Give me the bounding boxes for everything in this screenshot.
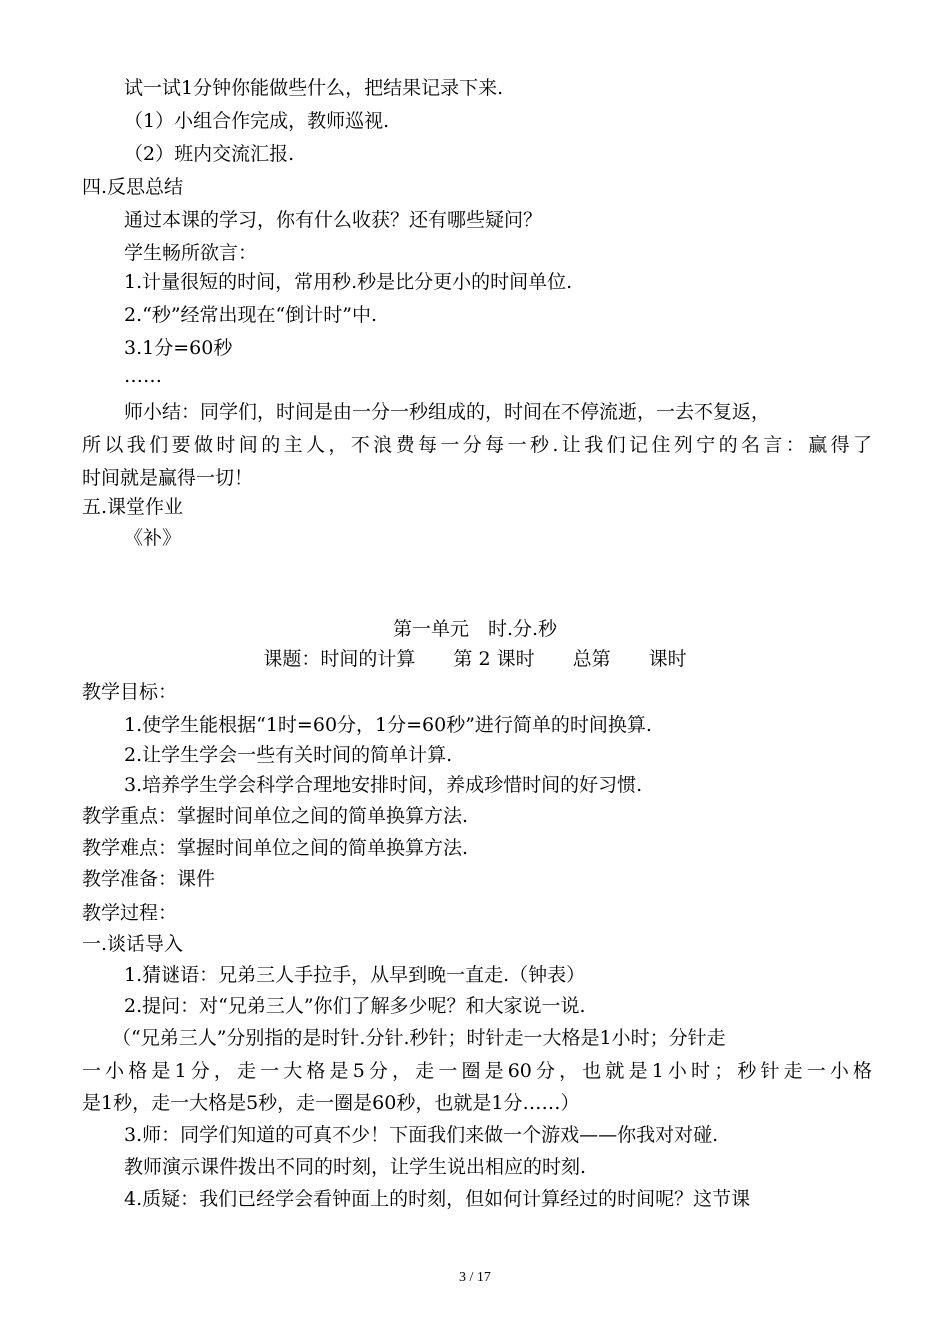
list-item: 1.猜谜语：兄弟三人手拉手，从早到晚一直走.（钟表） <box>124 964 586 986</box>
text-line: 教学难点：掌握时间单位之间的简单换算方法. <box>82 837 469 859</box>
page-number: 3 / 17 <box>459 1270 491 1285</box>
text-line: 学生畅所欲言： <box>124 242 258 264</box>
list-item: 3.1分=60秒 <box>124 337 233 359</box>
list-item: 2.“秒”经常出现在“倒计时”中. <box>124 304 378 326</box>
list-item: 1.计量很短的时间，常用秒.秒是比分更小的时间单位. <box>124 271 573 293</box>
text-line: 是1秒，走一大格是5秒，走一圈是60秒，也就是1分……） <box>82 1092 580 1114</box>
list-item: 1.使学生能根据“1时=60分，1分=60秒”进行简单的时间换算. <box>124 714 652 736</box>
text-line: 一小格是1分，走一大格是5分，走一圈是60分，也就是1小时；秒针走一小格 <box>82 1060 872 1082</box>
text-line: 试一试1分钟你能做些什么，把结果记录下来. <box>124 77 504 99</box>
section-heading: 教学目标： <box>82 681 178 703</box>
text-line: 通过本课的学习，你有什么收获？还有哪些疑问？ <box>124 209 543 231</box>
lesson-title: 课题：时间的计算 第 2 课时 总第 课时 <box>263 648 687 670</box>
text-line: 教学准备：课件 <box>82 868 216 890</box>
text-line: 《补》 <box>124 527 182 549</box>
text-line: 所以我们要做时间的主人，不浪费每一分每一秒.让我们记住列宁的名言：赢得了 <box>82 434 872 456</box>
section-heading: 四.反思总结 <box>82 176 184 198</box>
text-line: （1）小组合作完成，教师巡视. <box>124 110 390 132</box>
text-line: 教师演示课件拨出不同的时刻，让学生说出相应的时刻. <box>124 1156 587 1178</box>
list-item: 4.质疑：我们已经学会看钟面上的时刻，但如何计算经过的时间呢？这节课 <box>124 1188 751 1210</box>
list-item: 2.让学生学会一些有关时间的简单计算. <box>124 744 453 766</box>
text-line: 师小结：同学们，时间是由一分一秒组成的，时间在不停流逝，一去不复返， <box>124 401 771 423</box>
section-heading: 五.课堂作业 <box>82 496 184 518</box>
text-line: 教学重点：掌握时间单位之间的简单换算方法. <box>82 805 469 827</box>
list-item: 3.培养学生学会科学合理地安排时间，养成珍惜时间的好习惯. <box>124 774 643 796</box>
ellipsis-line: …… <box>124 365 162 387</box>
text-line: 时间就是赢得一切！ <box>82 467 254 489</box>
list-item: 3.师：同学们知道的可真不少！下面我们来做一个游戏——你我对对碰. <box>124 1124 719 1146</box>
unit-title: 第一单元 时.分.秒 <box>392 618 558 640</box>
list-item: 2.提问：对“兄弟三人”你们了解多少呢？和大家说一说. <box>124 995 586 1017</box>
text-line: （2）班内交流汇报. <box>124 143 295 165</box>
text-line: 教学过程： <box>82 902 178 924</box>
text-line: （“兄弟三人”分别指的是时针.分针.秒针；时针走一大格是1小时；分针走 <box>112 1027 726 1049</box>
section-heading: 一.谈话导入 <box>82 933 184 955</box>
